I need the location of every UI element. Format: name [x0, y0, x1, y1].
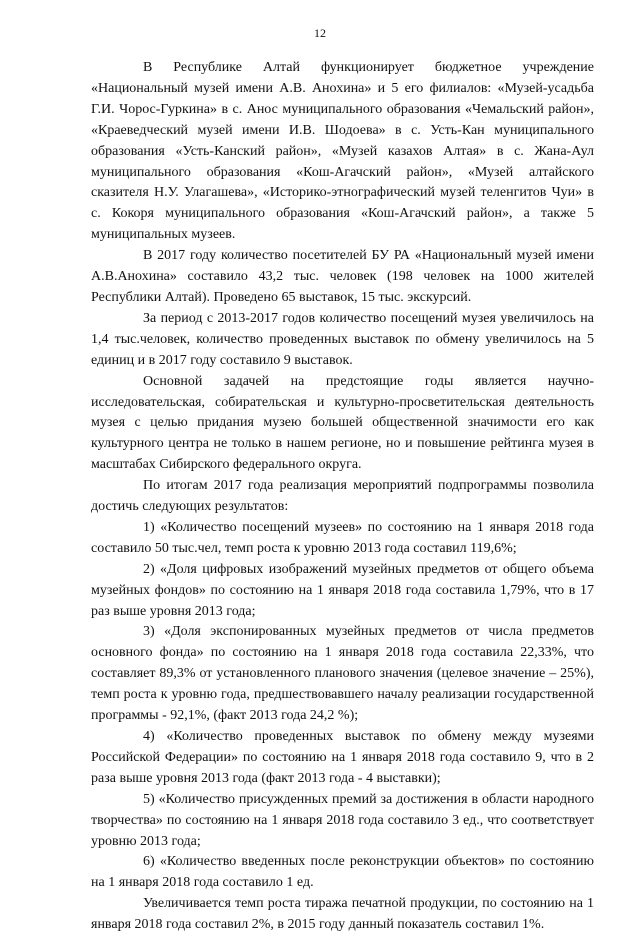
- list-item-result-5: 5) «Количество присужденных премий за достижения в области народного творчества» по состоянию на 1 января 2018 года составило 3 ед., что соответствует уровню 2013 года;: [91, 791, 594, 849]
- list-item-result-2: 2) «Доля цифровых изображений музейных предметов от общего объема музейных фондов» по состоянию на 1 января 2018 года составила 1,79%, что в 17 раз выше уровня 2013 года;: [91, 561, 594, 619]
- body-text: [91, 58, 594, 936]
- paragraph-results-intro: По итогам 2017 года реализация мероприятий подпрограммы позволила достичь следующих результатов:: [91, 478, 594, 515]
- list-item-result-3: 3) «Доля экспонированных музейных предметов от числа предметов основного фонда» по состоянию на 1 января 2018 года составила 22,33%, что составляет 89,3% от установленного планового значения (целевое значение – 25%), темп роста к уровню года, предшествовавшего началу реализации государственной программы - 92,1%, (факт 2013 года 24,2 %);: [91, 624, 594, 724]
- paragraph-period-2013-2017: За период с 2013-2017 годов количество посещений музея увеличилось на 1,4 тыс.человек, количество проведенных выставок по обмену увеличилось на 5 единиц и в 2017 году составило 9 выставок.: [91, 310, 594, 368]
- paragraph-main-task: Основной задачей на предстоящие годы является научно-исследовательская, собирательская и культурно-просветительская деятельность музея с целью придания музею большей общественной значимости его как культурного центра не только в нашем регионе, но и повышение рейтинга музея в масштабах Сибирского федерального округа.: [91, 373, 594, 473]
- list-item-result-4: 4) «Количество проведенных выставок по обмену между музеями Российской Федерации» по состоянию на 1 января 2018 года составило 9, что в 2 раза выше уровня 2013 года (факт 2013 года - 4 выставки);: [91, 729, 594, 786]
- list-item-result-1: 1) «Количество посещений музеев» по состоянию на 1 января 2018 года составило 50 тыс.чел, темп роста к уровню 2013 года составил 119,6%;: [91, 519, 594, 556]
- paragraph-print-growth: Увеличивается темп роста тиража печатной продукции, по состоянию на 1 января 2018 года составил 2%, в 2015 году данный показатель составил 1%.: [91, 896, 594, 933]
- paragraph-visitors-2017: В 2017 году количество посетителей БУ РА «Национальный музей имени А.В.Анохина» составило 43,2 тыс. человек (198 человек на 1000 жителей Республики Алтай). Проведено 65 выставок, 15 тыс. экскурсий.: [91, 248, 594, 305]
- paragraph-museums-overview: В Республике Алтай функционирует бюджетное учреждение «Национальный музей имени А.В. Анохина» и 5 его филиалов: «Музей-усадьба Г.И. Чорос-Гуркина» в с. Анос муниципального образования «Чемальский район», «Краеведческий музей имени И.В. Шодоева» в с. Усть-Кан муниципального образования «Усть-Канский район», «Музей казахов Алтая» в с. Жана-Аул муниципального образования «Кош-Агачский район», «Музей алтайского сказителя Н.У. Улагашева», «Историко-этнографический музей теленгитов Чуи» в с. Кокоря муниципального образования «Кош-Агачский район», а также 5 муниципальных музеев.: [91, 60, 594, 243]
- page-number: 12: [314, 26, 326, 40]
- list-item-result-6: 6) «Количество введенных после реконструкции объектов» по состоянию на 1 января 2018 года составило 1 ед.: [91, 854, 594, 891]
